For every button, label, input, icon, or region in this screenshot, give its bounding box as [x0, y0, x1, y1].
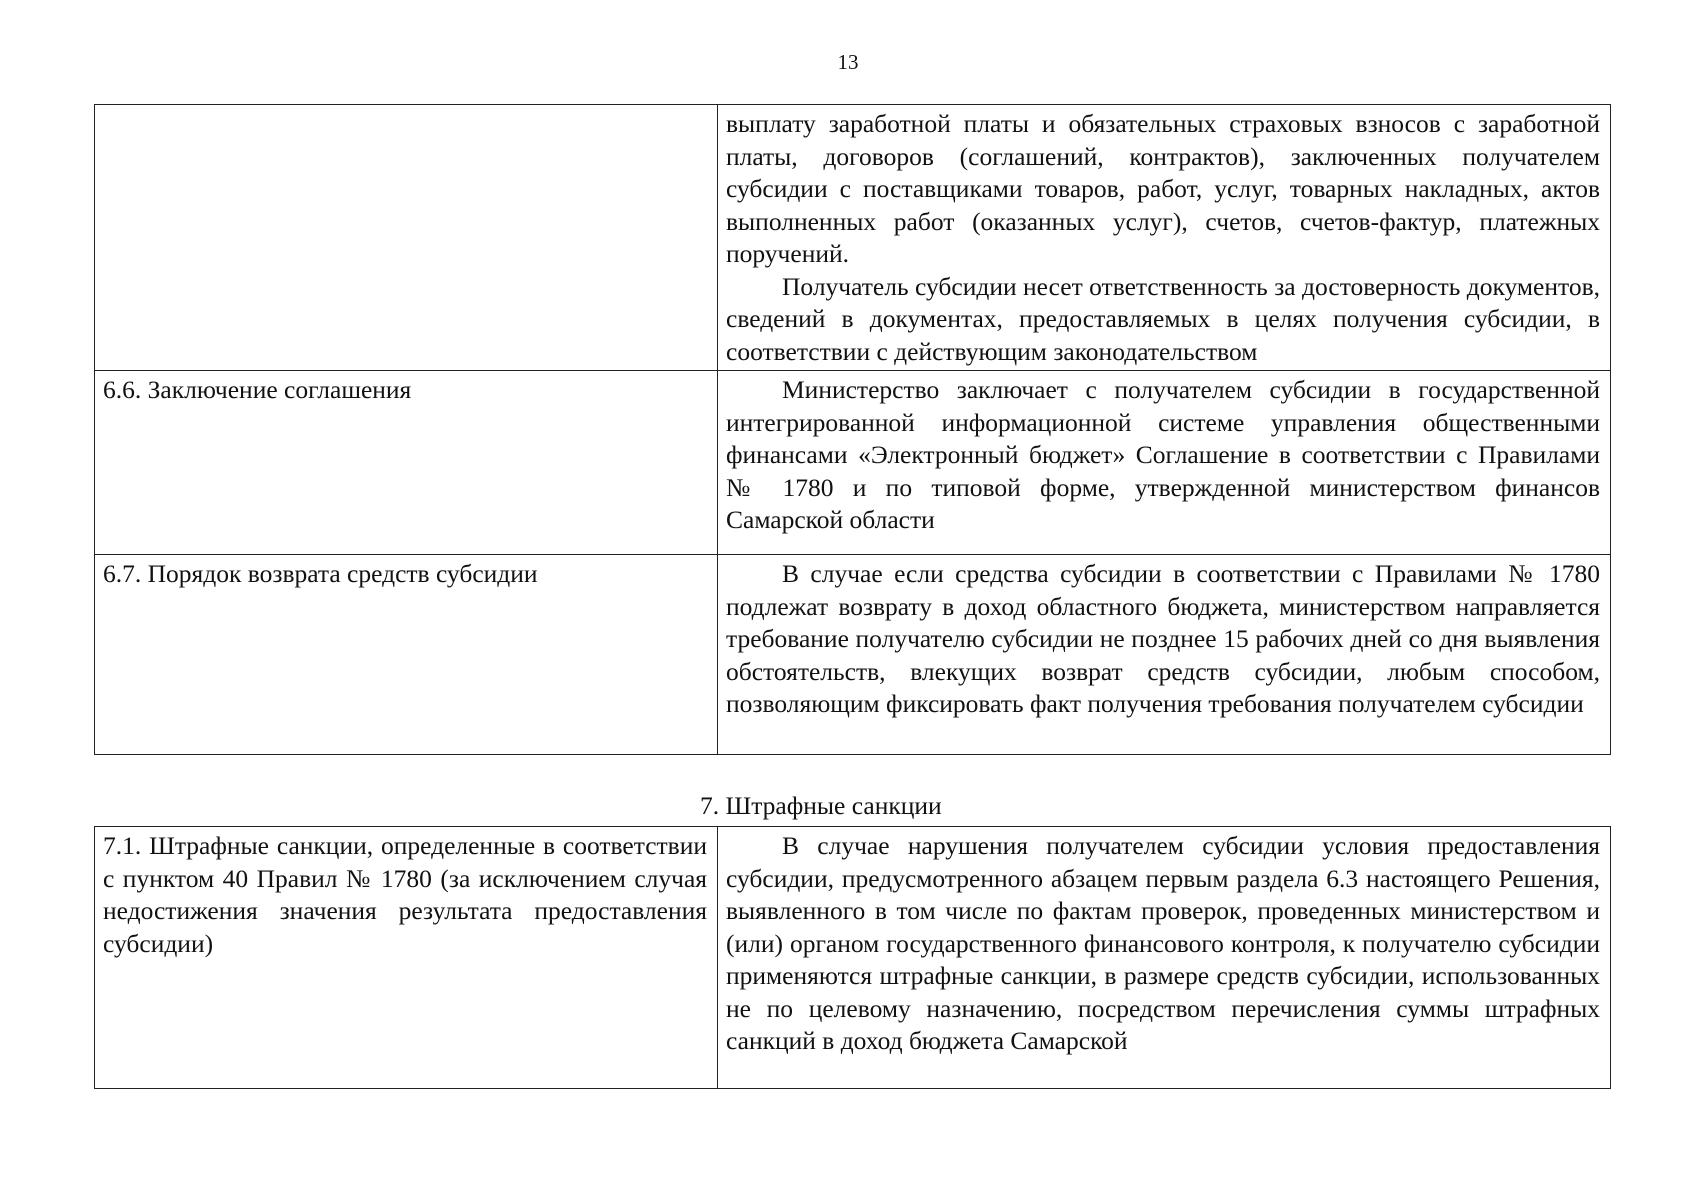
paragraph: В случае нарушения получателем субсидии условия предоставления субсидии, предусмотренного абзацем первым раздела 6.3 настоящего Решения, выявленного в том числе по фактам проверок, проведенных министерством и (или) органом государственного финансового контроля, к получателю субсидии применяются штрафные санкции, в размере средств субсидии, использованных не по целевому назначению, посредством перечисления суммы штрафных санкций в доход бюджета Самарской: [726, 831, 1600, 1055]
row-content-cell: [718, 105, 1611, 371]
page-number: 13: [837, 50, 859, 74]
row-content-cell: [718, 371, 1611, 555]
penalties-table: [94, 826, 1611, 1089]
table-row: [95, 371, 1611, 555]
row-content-cell: [718, 555, 1611, 755]
paragraph: В случае если средства субсидии в соответствии с Правилами № 1780 подлежат возврату в доход областного бюджета, министерством направляется требование получателю субсидии не позднее 15 рабочих дней со дня выявления обстоятельств, влекущих возврат средств субсидии, любым способом, позволяющим фиксировать факт получения требования получателем субсидии: [726, 559, 1600, 718]
row-label-cell: 6.6. Заключение соглашения: [95, 371, 718, 555]
table-row: [95, 827, 1611, 1089]
paragraph: выплату заработной платы и обязательных страховых взносов с заработной платы, договоров (соглашений, контрактов), заключенных получателем субсидии с поставщиками товаров, работ, услуг, товарных накладных, актов выполненных работ (оказанных услуг), счетов, счетов-фактур, платежных поручений.: [726, 109, 1600, 268]
row-content-cell: [718, 827, 1611, 1089]
row-label-cell: 6.7. Порядок возврата средств субсидии: [95, 555, 718, 755]
section-heading: 7. Штрафные санкции: [700, 791, 942, 820]
table-row: [95, 555, 1611, 755]
paragraph: Получатель субсидии несет ответственность за достоверность документов, сведений в документах, предоставляемых в целях получения субсидии, в соответствии с действующим законодательством: [726, 271, 1600, 366]
requirements-table: [94, 104, 1611, 755]
paragraph: 7.1. Штрафные санкции, определенные в соответствии с пунктом 40 Правил № 1780 (за исключением случая недостижения значения результата предоставления субсидии): [103, 831, 707, 958]
row-label-cell: [95, 827, 718, 1089]
row-label-cell: [95, 105, 718, 371]
table-row: [95, 105, 1611, 371]
paragraph: Министерство заключает с получателем субсидии в государственной интегрированной информационной системе управления общественными финансами «Электронный бюджет» Соглашение в соответствии с Правилами № 1780 и по типовой форме, утвержденной министерством финансов Самарской области: [726, 375, 1600, 534]
